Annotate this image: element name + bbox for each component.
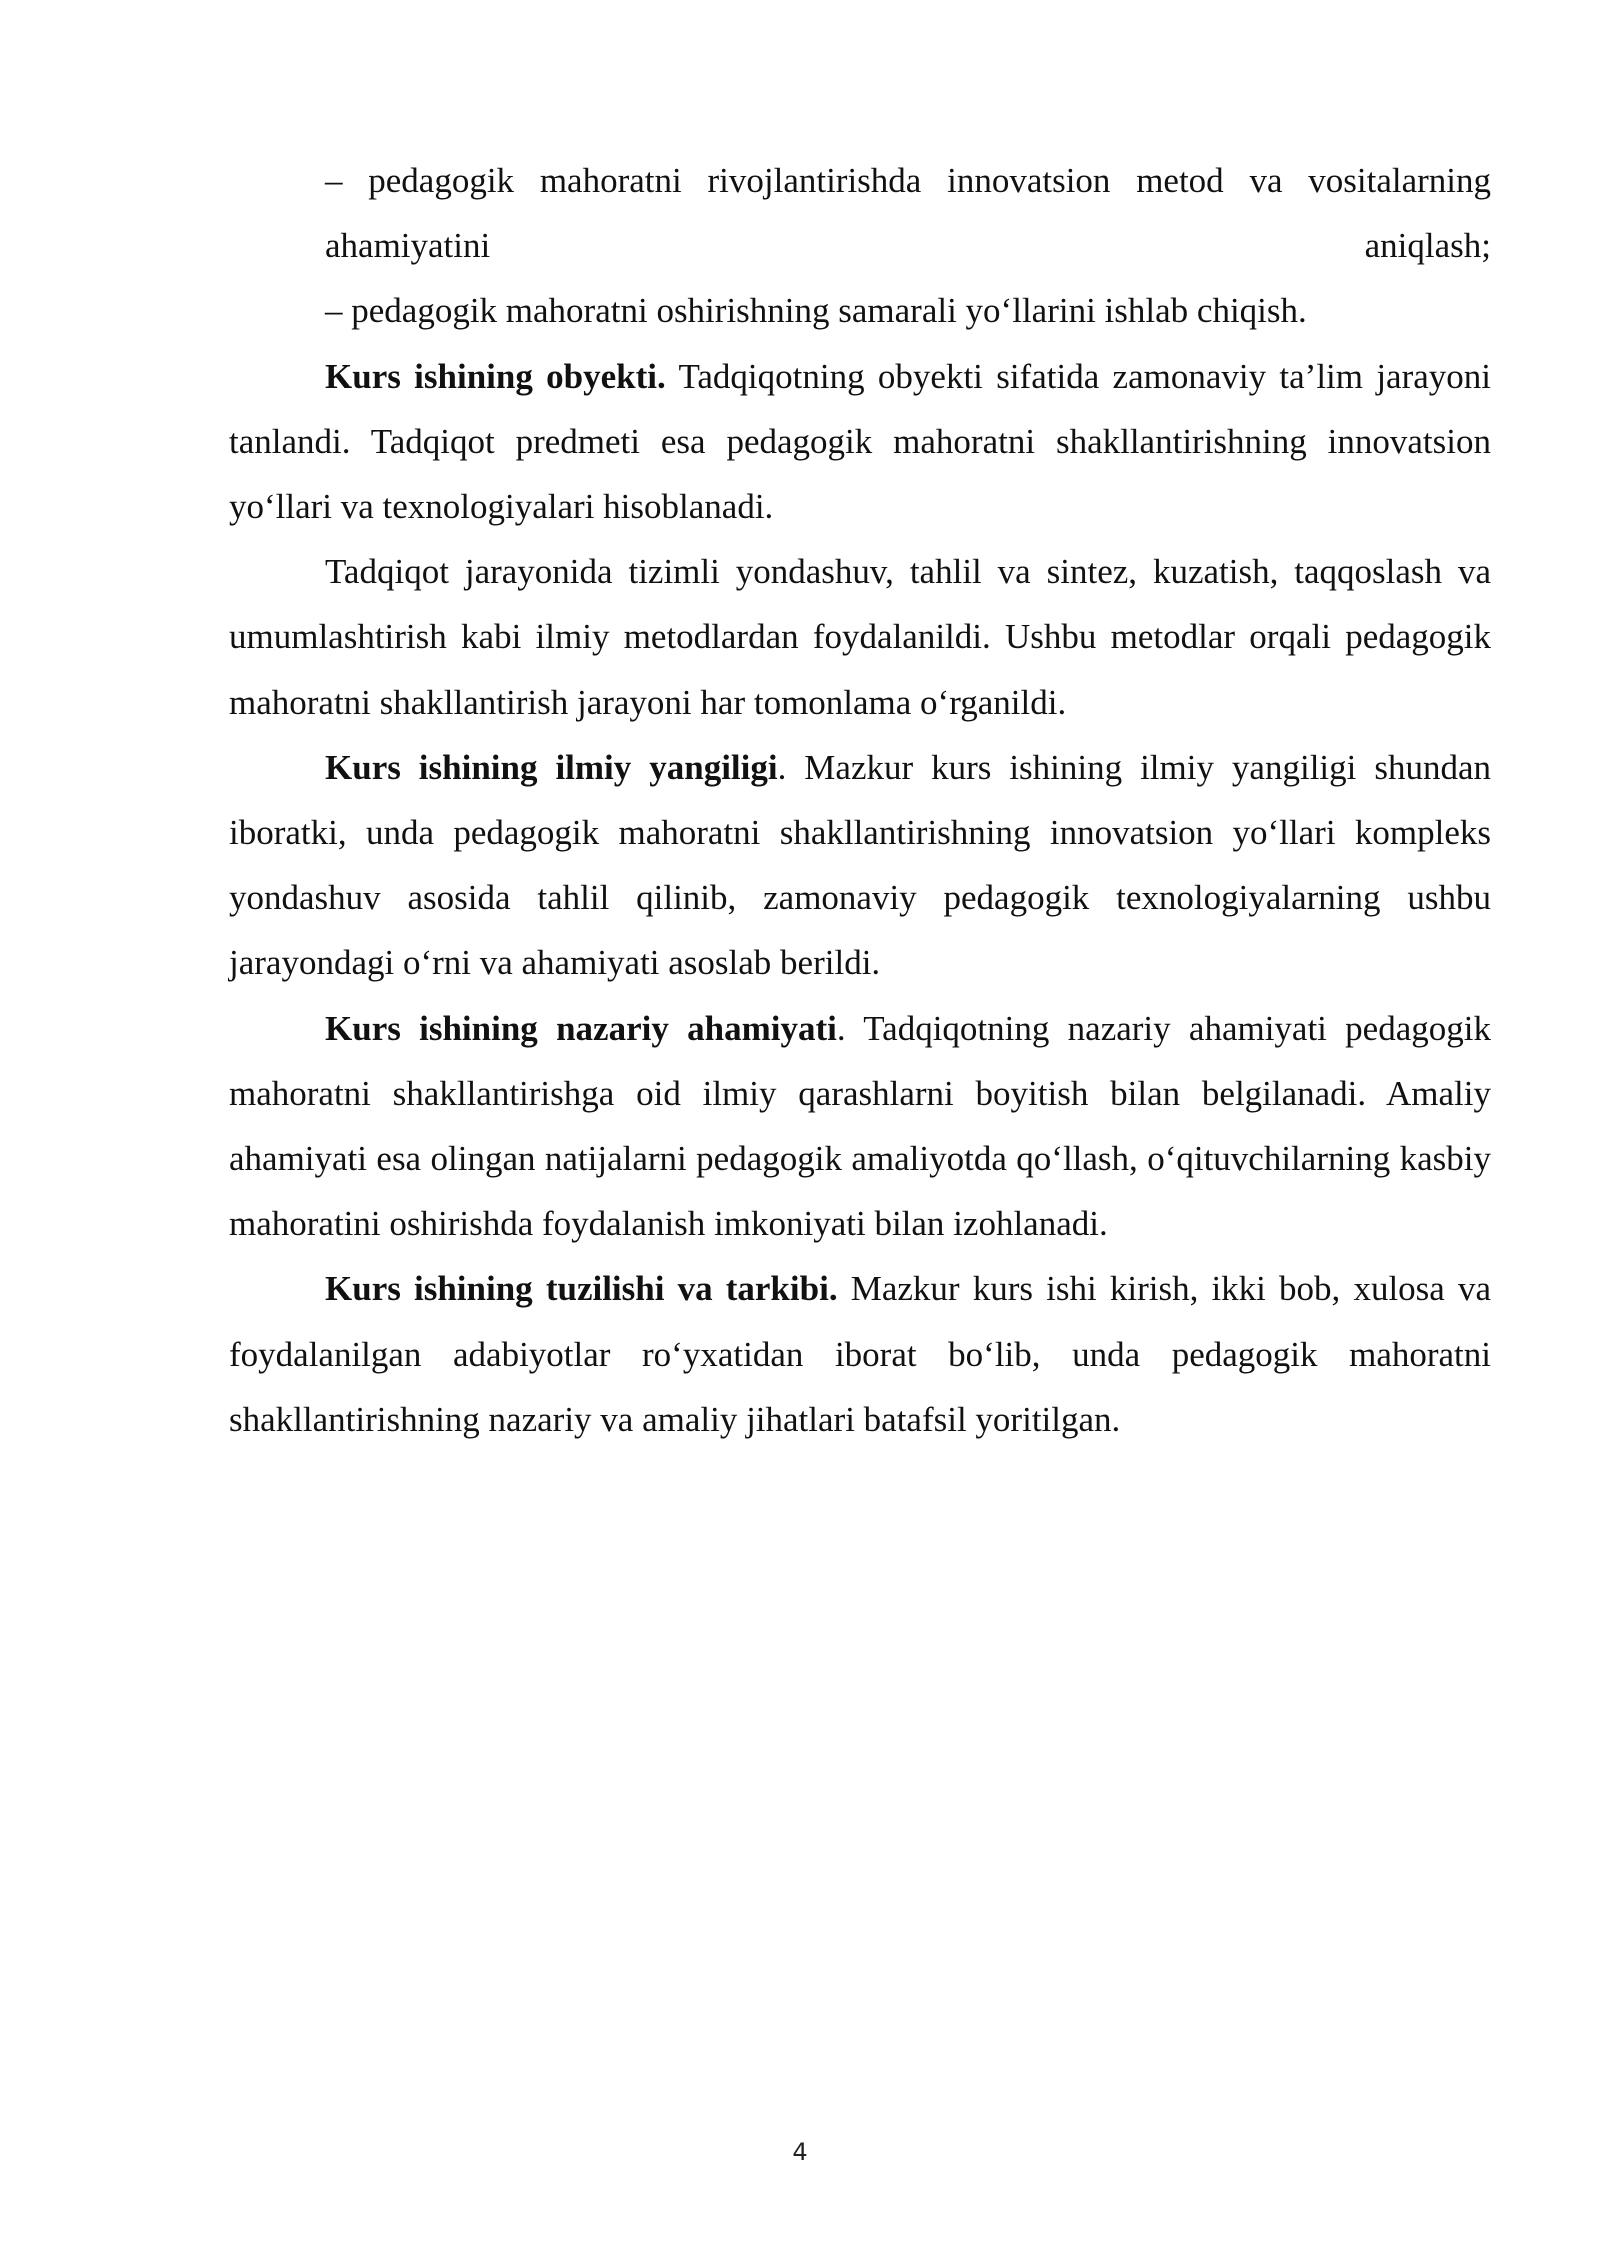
paragraph-text: Tadqiqotning obyekti sifatida zamonaviy ta’lim jarayoni tanlandi. Tadqiqot predmeti esa pedagogik mahoratni shakllantirishning innovatsion yo‘llari va texnologiyalari hisoblanadi. [229, 356, 1491, 527]
paragraph-significance [229, 996, 1491, 1257]
paragraph-structure [229, 1256, 1491, 1452]
page-body [229, 148, 1491, 1452]
paragraph-heading: Kurs ishining obyekti. [325, 356, 666, 396]
bullet-text: – pedagogik mahoratni oshirishning samarali yo‘llarini ishlab chiqish. [325, 291, 1307, 331]
paragraph-object [229, 344, 1491, 540]
bullet-item [229, 148, 1491, 278]
bullet-item [229, 278, 1491, 343]
paragraph-heading: Kurs ishining ilmiy yangiligi [325, 747, 778, 787]
paragraph-heading: Kurs ishining nazariy ahamiyati [325, 1008, 837, 1048]
paragraph-text: Tadqiqot jarayonida tizimli yondashuv, tahlil va sintez, kuzatish, taqqoslash va umumlashtirish kabi ilmiy metodlardan foydalanildi. Ushbu metodlar orqali pedagogik mahoratni shakllantirish jarayoni har tomonlama o‘rganildi. [229, 552, 1491, 722]
page-number: 4 [792, 2138, 808, 2166]
paragraph-text: . Tadqiqotning nazariy ahamiyati pedagogik mahoratni shakllantirishga oid ilmiy qarashlarni boyitish bilan belgilanadi. Amaliy ahamiyati esa olingan natijalarni pedagogik amaliyotda qo‘llash, o‘qituvchilarning kasbiy mahoratini oshirishda foydalanish imkoniyati bilan izohlanadi. [229, 1008, 1491, 1244]
bullet-text: – pedagogik mahoratni rivojlantirishda innovatsion metod va vositalarning ahamiyatini aniqlash; [325, 161, 1491, 266]
paragraph-text: Mazkur kurs ishi kirish, ikki bob, xulosa va foydalanilgan adabiyotlar ro‘yxatidan iborat bo‘lib, unda pedagogik mahoratni shakllantirishning nazariy va amaliy jihatlari batafsil yoritilgan. [229, 1269, 1492, 1439]
paragraph-heading: Kurs ishining tuzilishi va tarkibi. [325, 1269, 838, 1309]
paragraph-methods [229, 539, 1491, 735]
paragraph-novelty [229, 735, 1491, 996]
paragraph-text: . Mazkur kurs ishining ilmiy yangiligi shundan iboratki, unda pedagogik mahoratni shakllantirishning innovatsion yo‘llari kompleks yondashuv asosida tahlil qilinib, zamonaviy pedagogik texnologiyalarning ushbu jarayondagi o‘rni va ahamiyati asoslab berildi. [229, 747, 1491, 983]
